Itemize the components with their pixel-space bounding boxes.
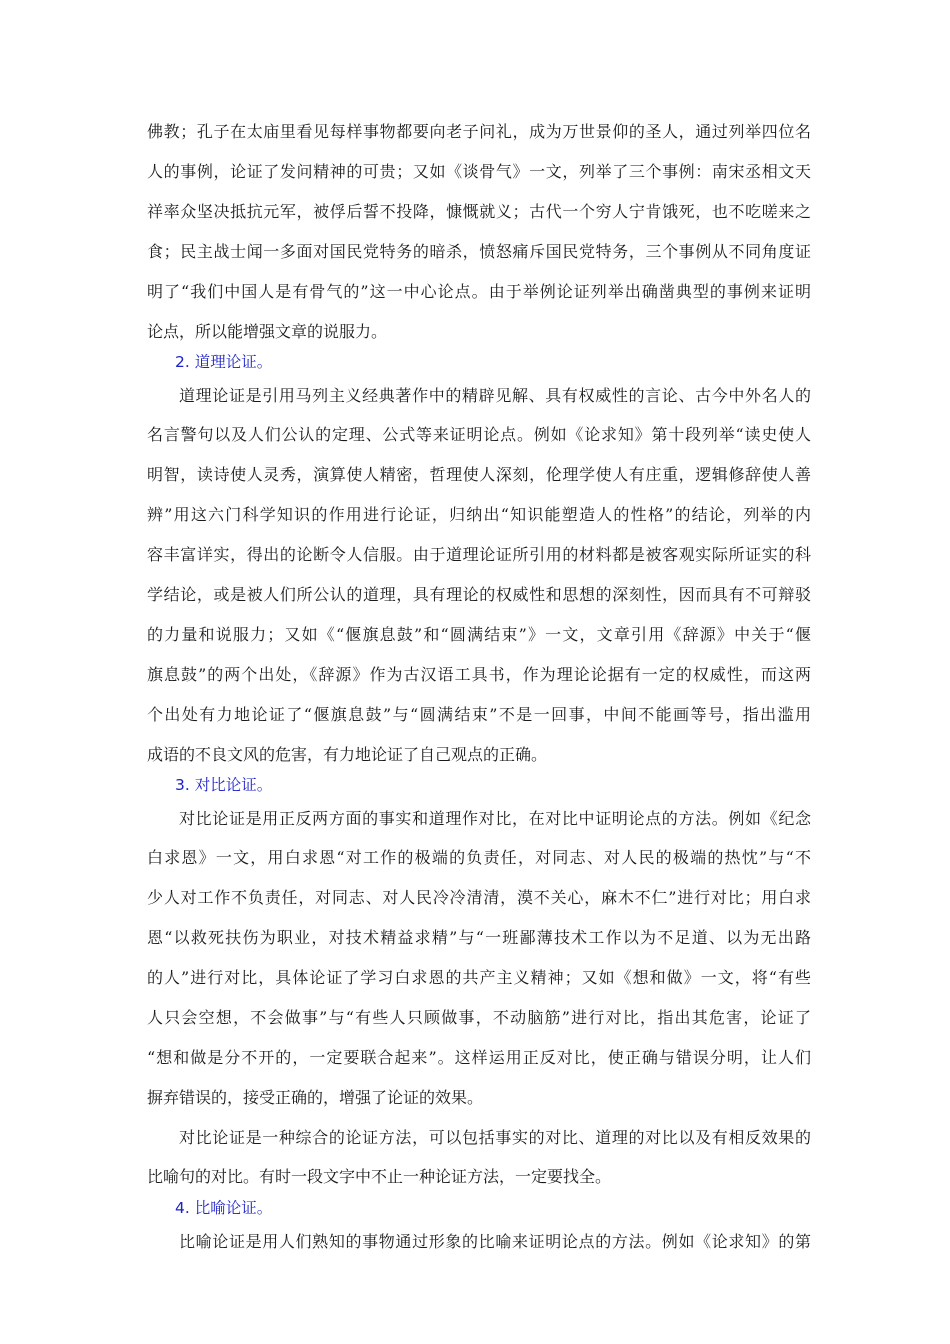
text-line: 人的事例，论证了发问精神的可贵；又如《谈骨气》一文，列举了三个事例：南宋丞相文天 <box>147 162 811 181</box>
text-line: 对比论证是用正反两方面的事实和道理作对比，在对比中证明论点的方法。例如《纪念 <box>179 809 811 828</box>
text-line: 名言警句以及人们公认的定理、公式等来证明论点。例如《论求知》第十段列举“读史使人 <box>147 425 811 444</box>
text-line: 明智，读诗使人灵秀，演算使人精密，哲理使人深刻，伦理学使人有庄重，逻辑修辞使人善 <box>147 465 811 484</box>
text-line: “想和做是分不开的，一定要联合起来”。这样运用正反对比，使正确与错误分明，让人们 <box>147 1048 811 1067</box>
text-line: 道理论证是引用马列主义经典著作中的精辟见解、具有权威性的言论、古今中外名人的 <box>179 386 811 405</box>
text-line: 摒弃错误的，接受正确的，增强了论证的效果。 <box>147 1088 484 1107</box>
text-line: 比喻论证是用人们熟知的事物通过形象的比喻来证明论点的方法。例如《论求知》的第 <box>179 1232 811 1251</box>
text-line: 辨”用这六门科学知识的作用进行论证，归纳出“知识能塑造人的性格”的结论，列举的内 <box>147 505 811 524</box>
text-line: 明了“我们中国人是有骨气的”这一中心论点。由于举例论证列举出确凿典型的事例来证明 <box>147 282 811 301</box>
text-line: 比喻句的对比。有时一段文字中不止一种论证方法，一定要找全。 <box>147 1167 612 1186</box>
text-line: 对比论证是一种综合的论证方法，可以包括事实的对比、道理的对比以及有相反效果的 <box>179 1128 811 1147</box>
text-line: 少人对工作不负责任，对同志、对人民冷冷清清，漠不关心，麻木不仁”进行对比；用白求 <box>147 888 811 907</box>
section-heading-contrast-argument: 3. 对比论证。 <box>175 776 273 794</box>
text-line: 恩“以救死扶伤为职业，对技术精益求精”与“一班鄙薄技术工作以为不足道、以为无出路 <box>147 928 811 947</box>
text-line: 学结论，或是被人们所公认的道理，具有理论的权威性和思想的深刻性，因而具有不可辩驳 <box>147 585 811 604</box>
text-line: 佛教；孔子在太庙里看见每样事物都要向老子问礼，成为万世景仰的圣人，通过列举四位名 <box>147 122 811 141</box>
text-line: 个出处有力地论证了“偃旗息鼓”与“圆满结束”不是一回事，中间不能画等号，指出滥用 <box>147 705 811 724</box>
text-line: 白求恩》一文，用白求恩“对工作的极端的负责任，对同志、对人民的极端的热忱”与“不 <box>147 848 811 867</box>
section-heading-reasoning-argument: 2. 道理论证。 <box>175 353 273 371</box>
text-line: 容丰富详实，得出的论断令人信服。由于道理论证所引用的材料都是被客观实际所证实的科 <box>147 545 811 564</box>
text-line: 祥率众坚决抵抗元军，被俘后誓不投降，慷慨就义；古代一个穷人宁肯饿死，也不吃嗟来之 <box>147 202 811 221</box>
section-heading-metaphor-argument: 4. 比喻论证。 <box>175 1199 273 1217</box>
text-line: 成语的不良文风的危害，有力地论证了自己观点的正确。 <box>147 745 548 764</box>
text-line: 人只会空想，不会做事”与“有些人只顾做事，不动脑筋”进行对比，指出其危害，论证了 <box>147 1008 811 1027</box>
text-line: 的人”进行对比，具体论证了学习白求恩的共产主义精神；又如《想和做》一文，将“有些 <box>147 968 811 987</box>
text-line: 的力量和说服力；又如《“偃旗息鼓”和“圆满结束”》一文，文章引用《辞源》中关于“偃 <box>147 625 811 644</box>
text-line: 食；民主战士闻一多面对国民党特务的暗杀，愤怒痛斥国民党特务，三个事例从不同角度证 <box>147 242 811 261</box>
text-line: 旗息鼓”的两个出处，《辞源》作为古汉语工具书，作为理论论据有一定的权威性，而这两 <box>147 665 811 684</box>
text-line: 论点，所以能增强文章的说服力。 <box>147 322 388 341</box>
